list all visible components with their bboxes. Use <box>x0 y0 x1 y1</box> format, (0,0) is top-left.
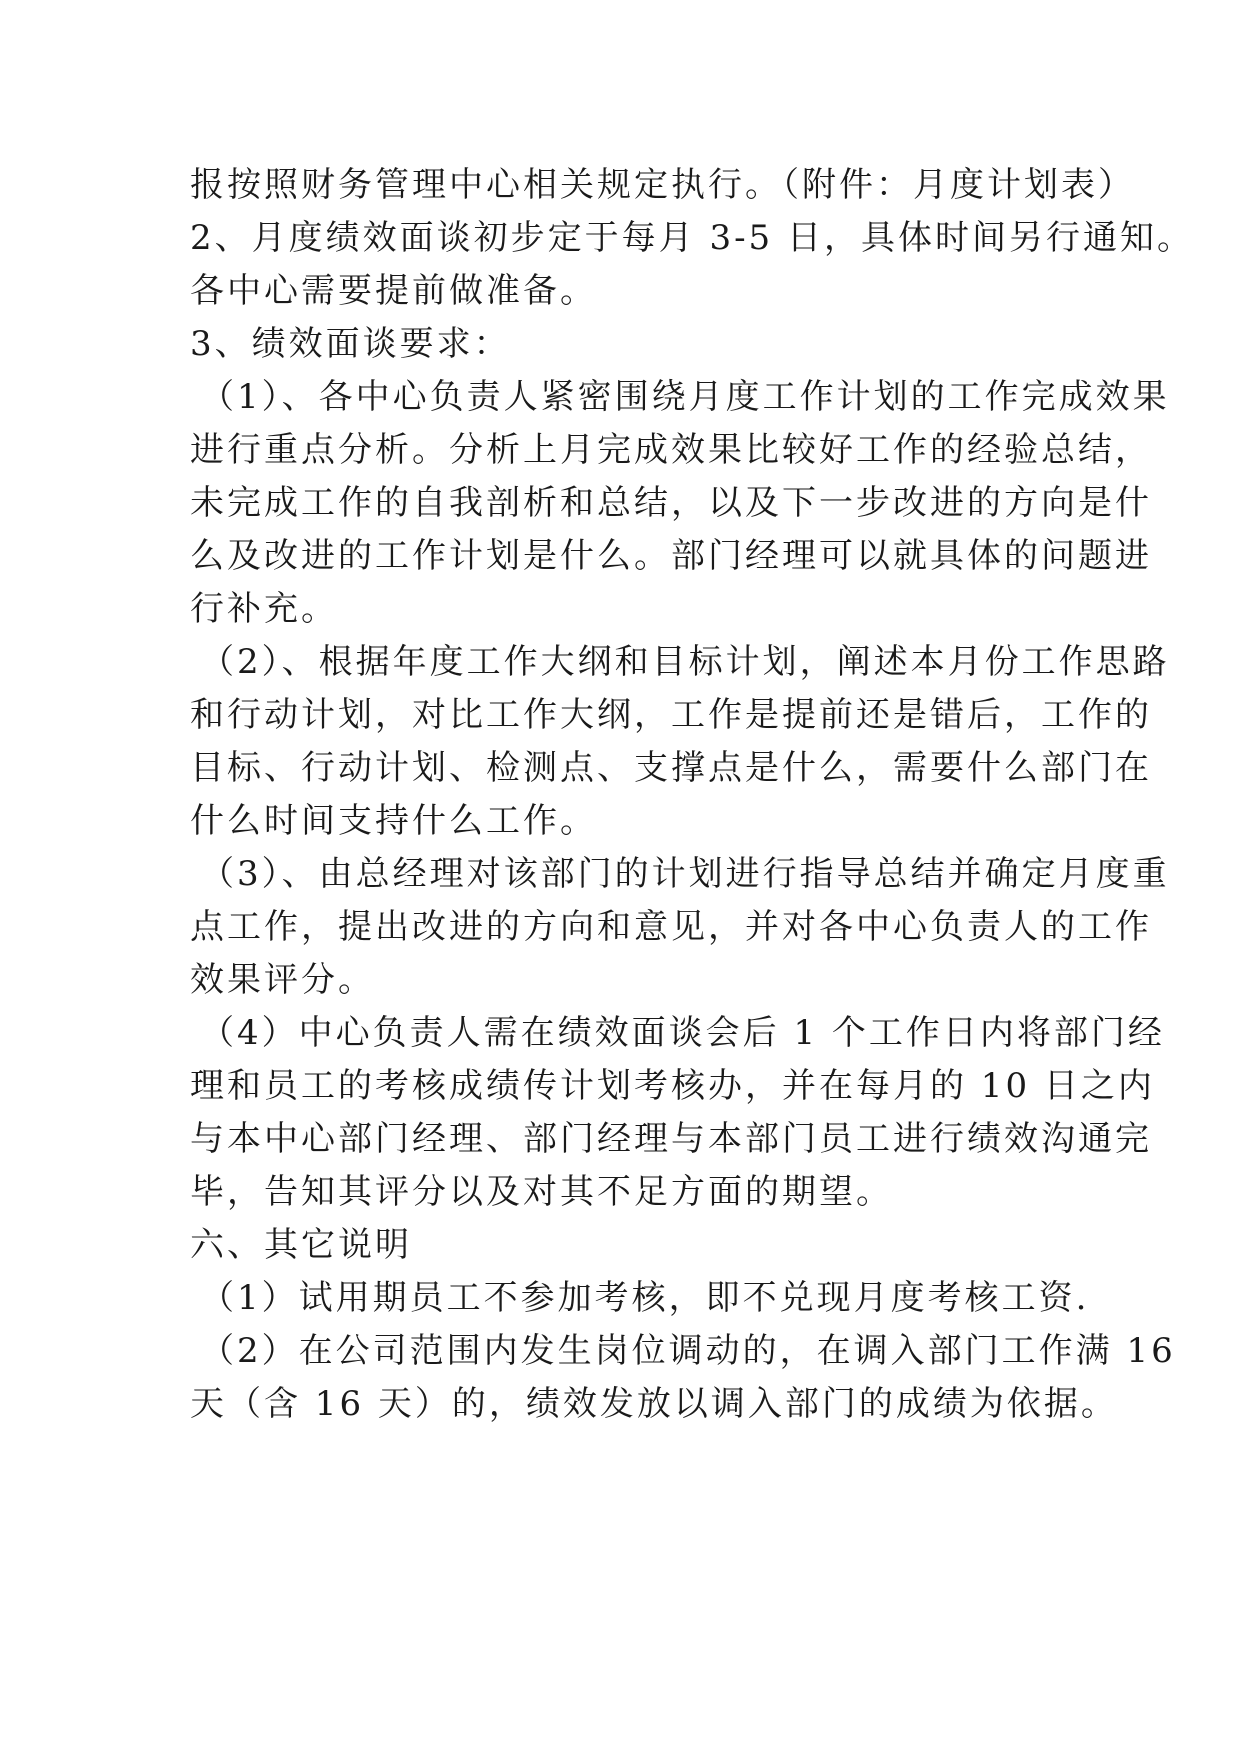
text-line: （1）、各中心负责人紧密围绕月度工作计划的工作完成效果 <box>200 377 1170 417</box>
text-line: 报按照财务管理中心相关规定执行。（附件：月度计划表） <box>190 165 1135 205</box>
text-line: 未完成工作的自我剖析和总结，以及下一步改进的方向是什 <box>190 483 1152 523</box>
text-line: 进行重点分析。分析上月完成效果比较好工作的经验总结， <box>190 430 1152 470</box>
text-line: （2）、根据年度工作大纲和目标计划，阐述本月份工作思路 <box>200 642 1170 682</box>
text-line: 行补充。 <box>190 589 338 629</box>
text-line: 各中心需要提前做准备。 <box>190 271 597 311</box>
text-line: （4）中心负责人需在绩效面谈会后 1 个工作日内将部门经 <box>200 1013 1165 1053</box>
text-line: 目标、行动计划、检测点、支撑点是什么，需要什么部门在 <box>190 748 1152 788</box>
text-line: 天（含 16 天）的，绩效发放以调入部门的成绩为依据。 <box>190 1384 1118 1424</box>
text-line: （2）在公司范围内发生岗位调动的，在调入部门工作满 16 <box>200 1331 1176 1371</box>
text-line: （1）试用期员工不参加考核，即不兑现月度考核工资. <box>200 1278 1090 1318</box>
text-line: 什么时间支持什么工作。 <box>190 801 597 841</box>
section-heading: 3、绩效面谈要求： <box>190 324 511 364</box>
text-line: 理和员工的考核成绩传计划考核办，并在每月的 10 日之内 <box>190 1066 1155 1106</box>
text-line: 与本中心部门经理、部门经理与本部门员工进行绩效沟通完 <box>190 1119 1152 1159</box>
section-heading: 六、其它说明 <box>190 1225 412 1265</box>
text-line: 毕，告知其评分以及对其不足方面的期望。 <box>190 1172 893 1212</box>
text-line: 点工作，提出改进的方向和意见，并对各中心负责人的工作 <box>190 907 1152 947</box>
text-line: （3）、由总经理对该部门的计划进行指导总结并确定月度重 <box>200 854 1170 894</box>
text-line: 效果评分。 <box>190 960 375 1000</box>
text-line: 和行动计划，对比工作大纲，工作是提前还是错后，工作的 <box>190 695 1152 735</box>
text-line: 2、月度绩效面谈初步定于每月 3-5 日，具体时间另行通知。 <box>190 218 1194 258</box>
text-line: 么及改进的工作计划是什么。部门经理可以就具体的问题进 <box>190 536 1152 576</box>
